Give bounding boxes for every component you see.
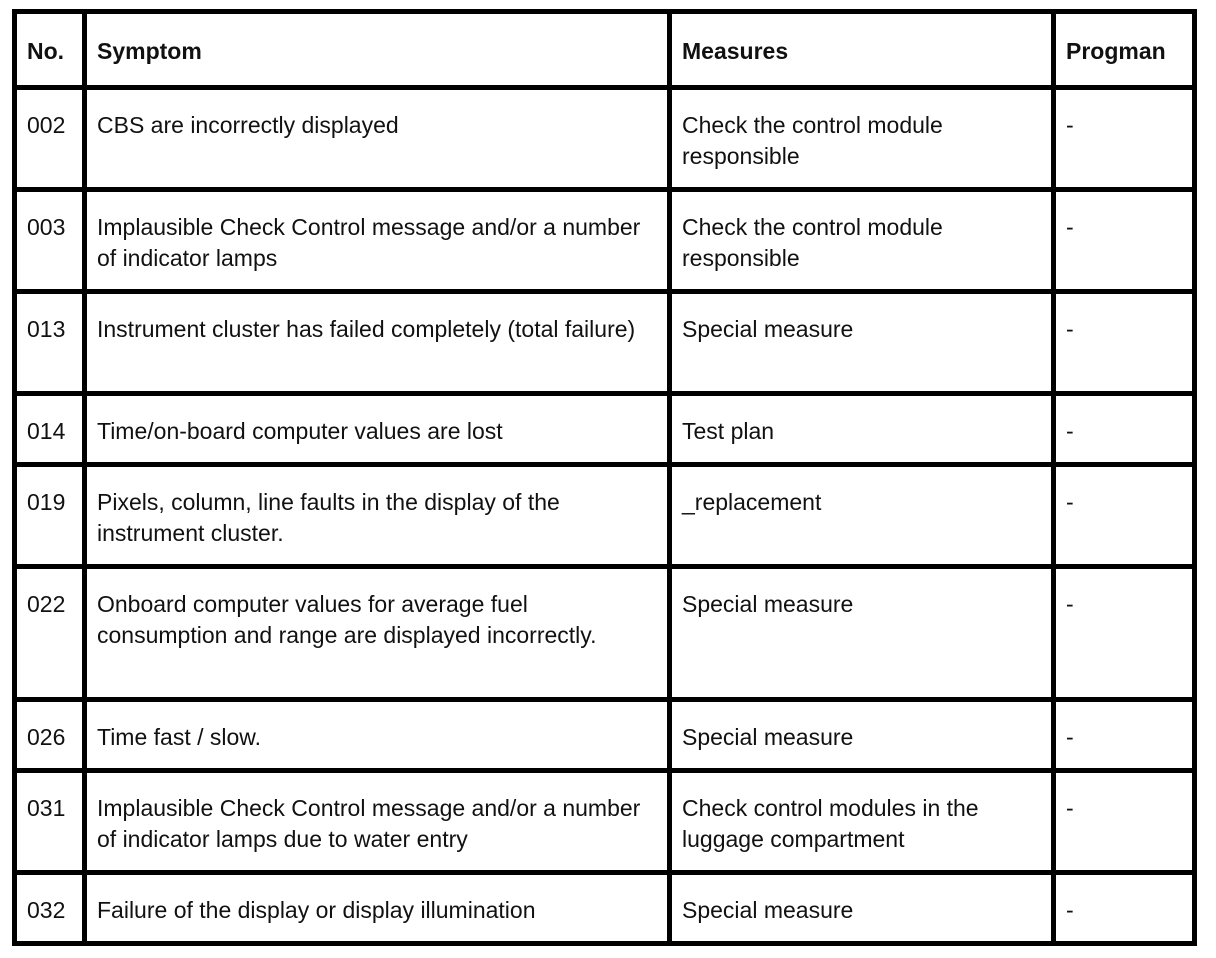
cell-measures: Check control modules in the luggage compartment	[670, 771, 1054, 873]
cell-symptom: Onboard computer values for average fuel consumption and range are displayed incorrectly.	[85, 567, 670, 700]
cell-progman: -	[1054, 873, 1195, 944]
cell-measures: Check the control module responsible	[670, 88, 1054, 190]
table-row	[15, 700, 1195, 771]
header-measures: Measures	[670, 12, 1054, 88]
cell-progman: -	[1054, 700, 1195, 771]
cell-measures: _replacement	[670, 465, 1054, 567]
cell-no: 013	[15, 292, 85, 394]
cell-symptom: Time fast / slow.	[85, 700, 670, 771]
table-row	[15, 465, 1195, 567]
cell-no: 002	[15, 88, 85, 190]
table-row	[15, 873, 1195, 944]
cell-no: 003	[15, 190, 85, 292]
cell-measures: Special measure	[670, 700, 1054, 771]
cell-progman: -	[1054, 292, 1195, 394]
cell-symptom: Instrument cluster has failed completely (total failure)	[85, 292, 670, 394]
cell-no: 031	[15, 771, 85, 873]
cell-symptom: CBS are incorrectly displayed	[85, 88, 670, 190]
header-progman: Progman	[1054, 12, 1195, 88]
table-row	[15, 292, 1195, 394]
table-row	[15, 771, 1195, 873]
table-row	[15, 88, 1195, 190]
cell-no: 022	[15, 567, 85, 700]
cell-progman: -	[1054, 771, 1195, 873]
table-row	[15, 190, 1195, 292]
header-symptom: Symptom	[85, 12, 670, 88]
cell-measures: Check the control module responsible	[670, 190, 1054, 292]
cell-symptom: Time/on-board computer values are lost	[85, 394, 670, 465]
cell-symptom: Implausible Check Control message and/or a number of indicator lamps due to water entry	[85, 771, 670, 873]
cell-measures: Special measure	[670, 292, 1054, 394]
cell-progman: -	[1054, 465, 1195, 567]
cell-progman: -	[1054, 567, 1195, 700]
cell-progman: -	[1054, 190, 1195, 292]
cell-progman: -	[1054, 88, 1195, 190]
cell-no: 019	[15, 465, 85, 567]
cell-measures: Test plan	[670, 394, 1054, 465]
table-header-row	[15, 12, 1195, 88]
cell-measures: Special measure	[670, 873, 1054, 944]
cell-measures: Special measure	[670, 567, 1054, 700]
cell-symptom: Failure of the display or display illumination	[85, 873, 670, 944]
table-row	[15, 567, 1195, 700]
cell-no: 032	[15, 873, 85, 944]
header-no: No.	[15, 12, 85, 88]
cell-no: 026	[15, 700, 85, 771]
cell-symptom: Implausible Check Control message and/or a number of indicator lamps	[85, 190, 670, 292]
symptom-table-wrapper	[12, 9, 1192, 946]
cell-symptom: Pixels, column, line faults in the display of the instrument cluster.	[85, 465, 670, 567]
cell-progman: -	[1054, 394, 1195, 465]
symptom-table	[12, 9, 1197, 946]
table-row	[15, 394, 1195, 465]
cell-no: 014	[15, 394, 85, 465]
